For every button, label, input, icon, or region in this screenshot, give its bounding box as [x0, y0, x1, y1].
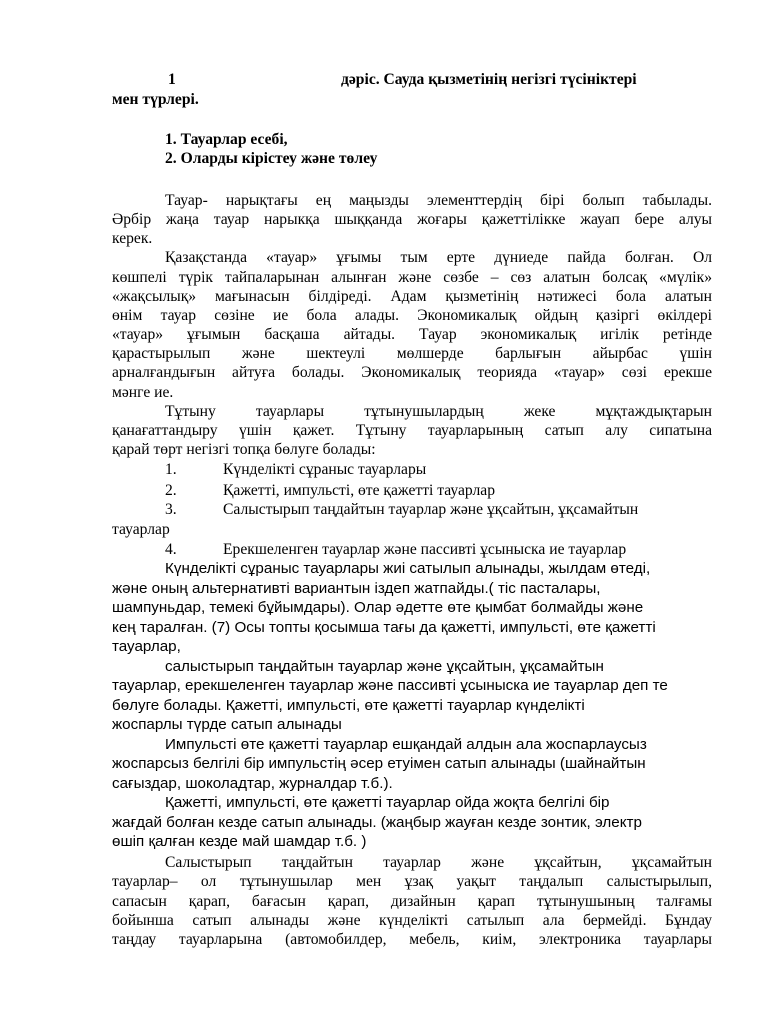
text-line: қанағаттандыру үшін қажет. Тұтыну тауарларының сатып алу сипатына: [112, 422, 712, 439]
lecture-title: дәріс. Сауда қызметінің негізгі түсініктері: [341, 71, 637, 88]
text-line: жағдай болған кезде сатып алынады. (жаңбыр жауған кезде зонтик, электр: [112, 814, 642, 831]
list-item: Қажетті, импульсті, өте қажетті тауарлар: [223, 482, 496, 499]
text-line: көшпелі түрік тайпаларынан алынған және сөзбе – сөз алатын болсақ «мүлік»: [112, 269, 712, 286]
text-line: Импульсті өте қажетті тауарлар ешқандай алдын ала жоспарлаусыз: [165, 736, 647, 753]
lecture-number: 1: [168, 71, 176, 88]
text-line: Тұтыну тауарлары тұтынушылардың жеке мұқтаждықтарын: [165, 403, 712, 420]
list-number: 3.: [165, 501, 177, 518]
list-item: Күнделікті сұраныс тауарлары: [223, 461, 427, 478]
text-line: бойынша сатып алынады және күнделікті сатылып ала бермейді. Бұндау: [112, 912, 712, 929]
text-line: өнім тауар сөзіне ие бола алады. Экономикалық ойдың қазіргі өкілдері: [112, 307, 712, 324]
text-line: қарай төрт негізгі топқа бөлуге болады:: [112, 441, 376, 458]
text-line: Қажетті, импульсті, өте қажетті тауарлар ойда жоқта белгілі бір: [165, 794, 610, 811]
plan-item-2: 2. Оларды кірістеу және төлеу: [165, 150, 378, 167]
text-line: тауарлар– ол тұтынушылар мен ұзақ уақыт таңдалып салыстырылып,: [112, 873, 712, 890]
text-line: жоспарлы түрде сатып алынады: [112, 716, 342, 733]
text-line: Қазақстанда «тауар» ұғымы тым ерте дүниеде пайда болған. Ол: [165, 249, 712, 266]
text-line: Тауар- нарықтағы ең маңызды элементтердің бірі болып табылады.: [165, 192, 712, 209]
plan-item-1: 1. Тауарлар есебі,: [165, 131, 288, 148]
text-line: тауарлар,: [112, 638, 181, 655]
text-line: шампуньдар, темекі бұйымдары). Олар әдетте өте қымбат болмайды және: [112, 599, 644, 616]
text-line: және оның альтернативті вариантын іздеп жатпайды.( тіс пасталары,: [112, 580, 601, 597]
text-line: «жақсылық» мағынасын білдіреді. Адам қызметінің нәтижесі бола алатын: [112, 288, 712, 305]
list-item-continued: тауарлар: [112, 521, 170, 538]
text-line: таңдау тауарларына (автомобилдер, мебель, киім, электроника тауарлары: [112, 931, 712, 948]
text-line: керек.: [112, 230, 153, 247]
text-line: бөлуге болады. Қажетті, импульсті, өте қажетті тауарлар күнделікті: [112, 697, 585, 714]
text-line: «тауар» ұғымын басқаша айтады. Тауар экономикалық игілік ретінде: [112, 326, 712, 343]
text-line: тауарлар, ерекшеленген тауарлар және пассивті ұсыныска ие тауарлар деп те: [112, 677, 668, 694]
text-line: сапасын қарап, бағасын қарап, дизайнын қарап тұтынушының талғамы: [112, 893, 712, 910]
text-line: арналғандығын айтуға болады. Экономикалық теорияда «тауар» сөзі ерекше: [112, 364, 712, 381]
text-line: қарастырылып және шектеулі мөлшерде барлығын айырбас үшін: [112, 345, 712, 362]
text-line: Күнделікті сұраныс тауарлары жиі сатылып алынады, жылдам өтеді,: [165, 560, 651, 577]
text-line: өшіп қалған кезде май шамдар т.б. ): [112, 833, 367, 850]
text-line: салыстырып таңдайтын тауарлар және ұқсайтын, ұқсамайтын: [165, 658, 604, 675]
list-item: Салыстырып таңдайтын тауарлар және ұқсайтын, ұқсамайтын: [223, 501, 639, 518]
list-number: 4.: [165, 541, 177, 558]
list-number: 2.: [165, 482, 177, 499]
list-item: Ерекшеленген тауарлар және пассивті ұсыныска ие тауарлар: [223, 541, 627, 558]
text-line: жоспарсыз белгілі бір импульстің әсер етуімен сатып алынады (шайнайтын: [112, 755, 646, 772]
text-line: кең таралған. (7) Осы топты қосымша тағы да қажетті, импульсті, өте қажетті: [112, 619, 656, 636]
text-line: сағыздар, шоколадтар, журналдар т.б.).: [112, 775, 393, 792]
list-number: 1.: [165, 461, 177, 478]
text-line: Әрбір жаңа тауар нарыкқа шыққанда жоғары қажеттілікке жауап бере алуы: [112, 211, 712, 228]
lecture-title-continued: мен түрлері.: [112, 91, 199, 108]
text-line: Салыстырып таңдайтын тауарлар және ұқсайтын, ұқсамайтын: [165, 854, 712, 871]
text-line: мәнге ие.: [112, 384, 174, 401]
